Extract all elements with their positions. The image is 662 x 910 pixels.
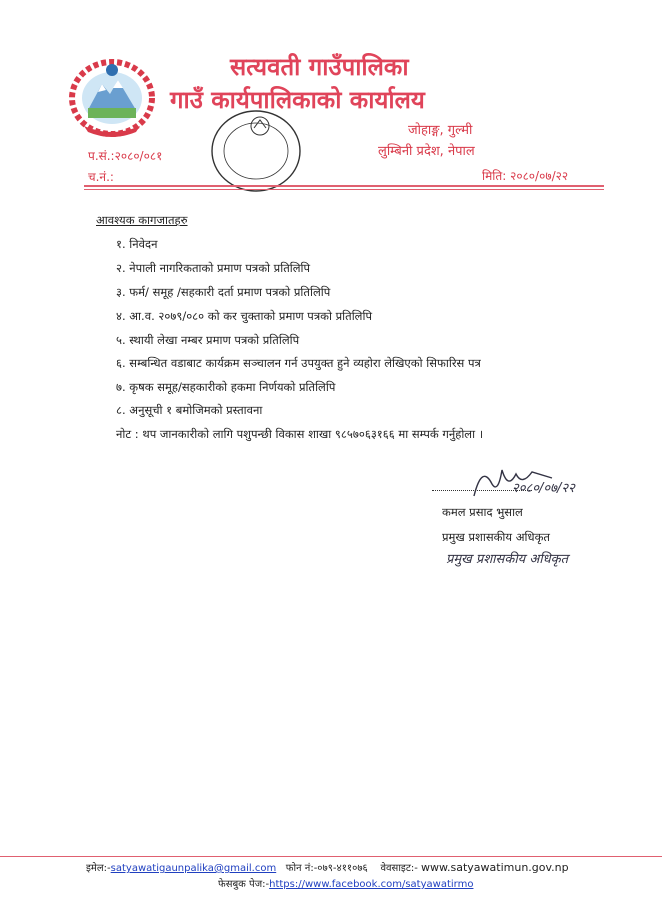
website-link[interactable]: www.satyawatimun.gov.np [421,861,569,874]
dispatch-number: च.नं.: [88,170,114,184]
office-seal-icon [208,106,304,196]
header-rule-thin [84,189,604,190]
list-item: ८. अनुसूची १ बमोजिमको प्रस्तावना [116,403,263,417]
phone-text: फोन नं:-०७९-४११०७६ [285,863,368,874]
footer-contacts [86,860,569,874]
footer-rule [0,856,662,857]
nepal-emblem-icon [66,54,158,140]
website-label: वेवसाइट:- [380,863,418,874]
document-heading: आवश्यक कागजातहरु [96,213,188,227]
office-name: गाउँ कार्यपालिकाको कार्यालय [170,86,425,114]
address-line-1: जोहाङ्ग, गुल्मी [408,123,473,138]
list-item: ६. सम्बन्धित वडाबाट कार्यक्रम सञ्चालन गर्न उपयुक्त हुने व्यहोरा लेखिएको सिफारिस पत्र [116,356,481,370]
letter-date: मिति: २०८०/०७/२२ [482,169,569,183]
reference-number: प.सं.:२०८०/०८१ [88,149,163,163]
signer-title-stamp: प्रमुख प्रशासकीय अधिकृत [446,552,569,567]
email-link[interactable]: satyawatigaunpalika@gmail.com [110,863,277,874]
list-item: ५. स्थायी लेखा नम्बर प्रमाण पत्रको प्रतिलिपि [116,333,300,347]
address-line-2: लुम्बिनी प्रदेश, नेपाल [378,144,475,159]
signer-title: प्रमुख प्रशासकीय अधिकृत [442,530,550,544]
contact-note: नोट : थप जानकारीको लागि पशुपन्छी विकास शाखा ९८५७०६३१६६ मा सम्पर्क गर्नुहोला । [116,427,484,441]
list-item: ७. कृषक समूह/सहकारीको हकमा निर्णयको प्रतिलिपि [116,380,336,394]
handwritten-date: २०८०/०७/२२ [512,481,575,496]
list-item: ३. फर्म/ समूह /सहकारी दर्ता प्रमाण पत्रको प्रतिलिपि [116,285,331,299]
facebook-link[interactable]: https://www.facebook.com/satyawatirmo [269,879,474,890]
header-rule [84,185,604,187]
list-item: १. निवेदन [116,237,158,251]
list-item: २. नेपाली नागरिकताको प्रमाण पत्रको प्रतिलिपि [116,261,311,275]
org-name: सत्यवती गाउँपालिका [230,53,409,81]
list-item: ४. आ.व. २०७९/०८० को कर चुक्ताको प्रमाण पत्रको प्रतिलिपि [116,309,372,323]
signer-name: कमल प्रसाद भुसाल [442,505,523,519]
facebook-label: फेसबुक पेज:- [218,879,270,890]
email-label: इमेल:- [86,863,111,874]
footer-facebook [218,876,473,890]
